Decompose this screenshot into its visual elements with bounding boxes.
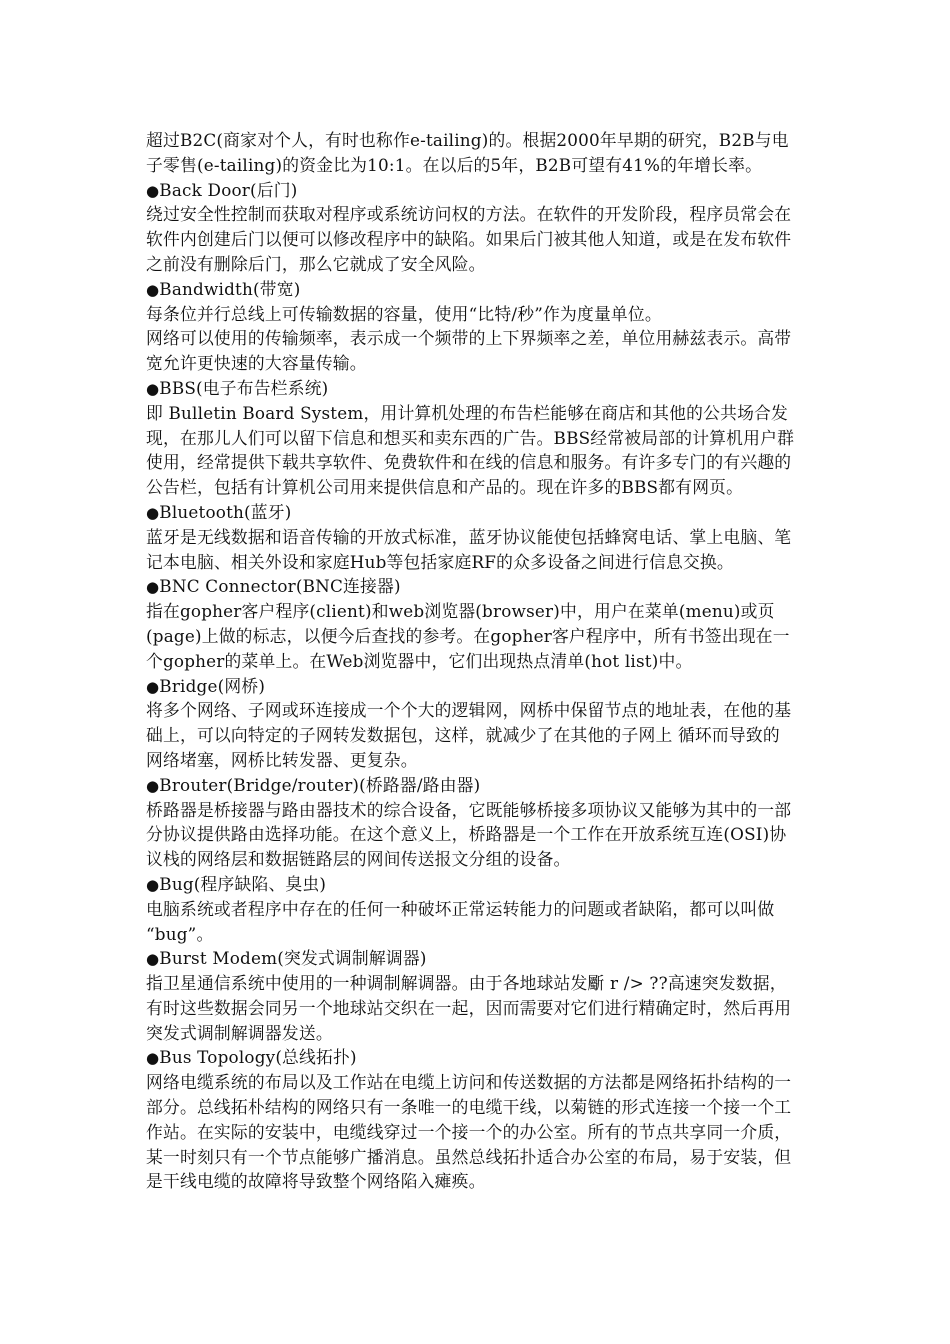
bullet-icon: ●: [146, 950, 160, 969]
intro-line: 子零售(e-tailing)的资金比为10:1。在以后的5年，B2B可望有41%的年增长率。: [146, 154, 763, 175]
bullet-icon: ●: [146, 677, 160, 696]
entry-line: “bug”。: [146, 923, 214, 944]
entry-line: 某一时刻只有一个节点能够广播消息。虽然总线拓扑适合办公室的布局，易于安装，但: [146, 1146, 792, 1167]
entry-line: 突发式调制解调器发送。: [146, 1022, 333, 1043]
bullet-icon: ●: [146, 875, 160, 894]
entry-line: (page)上做的标志，以便今后查找的参考。在gopher客户程序中，所有书签出现在一: [146, 625, 790, 646]
entry-line: 将多个网络、子网或环连接成一个个大的逻辑网，网桥中保留节点的地址表，在他的基: [146, 700, 792, 721]
entry-line: 网络电缆系统的布局以及工作站在电缆上访问和传送数据的方法都是网络拓扑结构的一: [146, 1072, 792, 1093]
entry-heading: [146, 1045, 876, 1070]
entry-line: 有时这些数据会同另一个地球站交织在一起，因而需要对它们进行精确定时，然后再用: [146, 997, 792, 1018]
entry-line: 指卫星通信系统中使用的一种调制解调器。由于各地球站发斸 r /> ??高速突发数据，: [146, 973, 787, 994]
entry-line: 每条位并行总线上可传输数据的容量，使用“比特/秒”作为度量单位。: [146, 303, 662, 324]
entry-term: Back Door(后门): [159, 179, 298, 200]
entry-line: 现，在那儿人们可以留下信息和想买和卖东西的广告。BBS经常被局部的计算机用户群: [146, 427, 795, 448]
document-page: [146, 128, 876, 1194]
bullet-icon: ●: [146, 1049, 160, 1068]
entry-line: 使用，经常提供下载共享软件、免费软件和在线的信息和服务。有许多专门的有兴趣的: [146, 452, 792, 473]
entry-line: 宽允许更快速的大容量传输。: [146, 353, 367, 374]
entry-line: 分协议提供路由选择功能。在这个意义上，桥路器是一个工作在开放系统互连(OSI)协: [146, 824, 787, 845]
entry-line: 桥路器是桥接器与路由器技术的综合设备，它既能够桥接多项协议又能够为其中的一部: [146, 799, 792, 820]
bullet-icon: ●: [146, 280, 160, 299]
entry-term: BNC Connector(BNC连接器): [159, 576, 401, 597]
entry-line: 蓝牙是无线数据和语音传输的开放式标准，蓝牙协议能使包括蜂窝电话、掌上电脑、笔: [146, 526, 792, 547]
entry-line: 记本电脑、相关外设和家庭Hub等包括家庭RF的众多设备之间进行信息交换。: [146, 551, 734, 572]
entry-heading: [146, 773, 876, 798]
entry-line: 软件内创建后门以便可以修改程序中的缺陷。如果后门被其他人知道，或是在发布软件: [146, 229, 792, 250]
bullet-icon: ●: [146, 379, 160, 398]
entry-heading: [146, 178, 876, 203]
bullet-icon: ●: [146, 776, 160, 795]
entry-term: Bus Topology(总线拓扑): [159, 1047, 357, 1068]
entry-line: 即 Bulletin Board System，用计算机处理的布告栏能够在商店和其他的公共场合发: [146, 402, 789, 423]
bullet-icon: ●: [146, 578, 160, 597]
entry-line: 部分。总线拓朴结构的网络只有一条唯一的电缆干线，以菊链的形式连接一个接一个工: [146, 1097, 792, 1118]
entry-line: 个gopher的菜单上。在Web浏览器中，它们出现热点清单(hot list)中。: [146, 650, 693, 671]
entry-line: 网络可以使用的传输频率，表示成一个频带的上下界频率之差，单位用赫兹表示。高带: [146, 328, 792, 349]
entry-line: 作站。在实际的安装中，电缆线穿过一个接一个的办公室。所有的节点共享同一介质，: [146, 1121, 792, 1142]
entry-heading: [146, 674, 876, 699]
entry-line: 础上，可以向特定的子网转发数据包，这样，就减少了在其他的子网上 循环而导致的: [146, 725, 780, 746]
entry-term: Bridge(网桥): [159, 675, 266, 696]
entry-term: Burst Modem(突发式调制解调器): [159, 948, 427, 969]
entry-heading: [146, 872, 876, 897]
entry-line: 议栈的网络层和数据链路层的网间传送报文分组的设备。: [146, 849, 571, 870]
entry-term: Bluetooth(蓝牙): [159, 501, 292, 522]
entry-term: Bandwidth(带宽): [159, 278, 301, 299]
entry-heading: [146, 277, 876, 302]
entry-line: 电脑系统或者程序中存在的任何一种破坏正常运转能力的问题或者缺陷，都可以叫做: [146, 898, 775, 919]
entry-line: 之前没有删除后门，那么它就成了安全风险。: [146, 253, 486, 274]
entry-term: BBS(电子布告栏系统): [159, 377, 329, 398]
entry-line: 绕过安全性控制而获取对程序或系统访问权的方法。在软件的开发阶段，程序员常会在: [146, 204, 792, 225]
entry-heading: [146, 946, 876, 971]
entry-line: 网络堵塞，网桥比转发器、更复杂。: [146, 749, 418, 770]
entry-heading: [146, 574, 876, 599]
entry-line: 指在gopher客户程序(client)和web浏览器(browser)中，用户在菜单(menu)或页: [146, 601, 775, 622]
entry-line: 是干线电缆的故障将导致整个网络陷入瘫痪。: [146, 1171, 486, 1192]
entry-term: Brouter(Bridge/router)(桥路器/路由器): [159, 774, 481, 795]
entry-heading: [146, 376, 876, 401]
entry-term: Bug(程序缺陷、臭虫): [159, 873, 327, 894]
entry-heading: [146, 500, 876, 525]
entry-line: 公告栏，包括有计算机公司用来提供信息和产品的。现在许多的BBS都有网页。: [146, 477, 744, 498]
bullet-icon: ●: [146, 181, 160, 200]
bullet-icon: ●: [146, 503, 160, 522]
intro-line: 超过B2C(商家对个人，有时也称作e-tailing)的。根据2000年早期的研究，B2B与电: [146, 130, 789, 150]
